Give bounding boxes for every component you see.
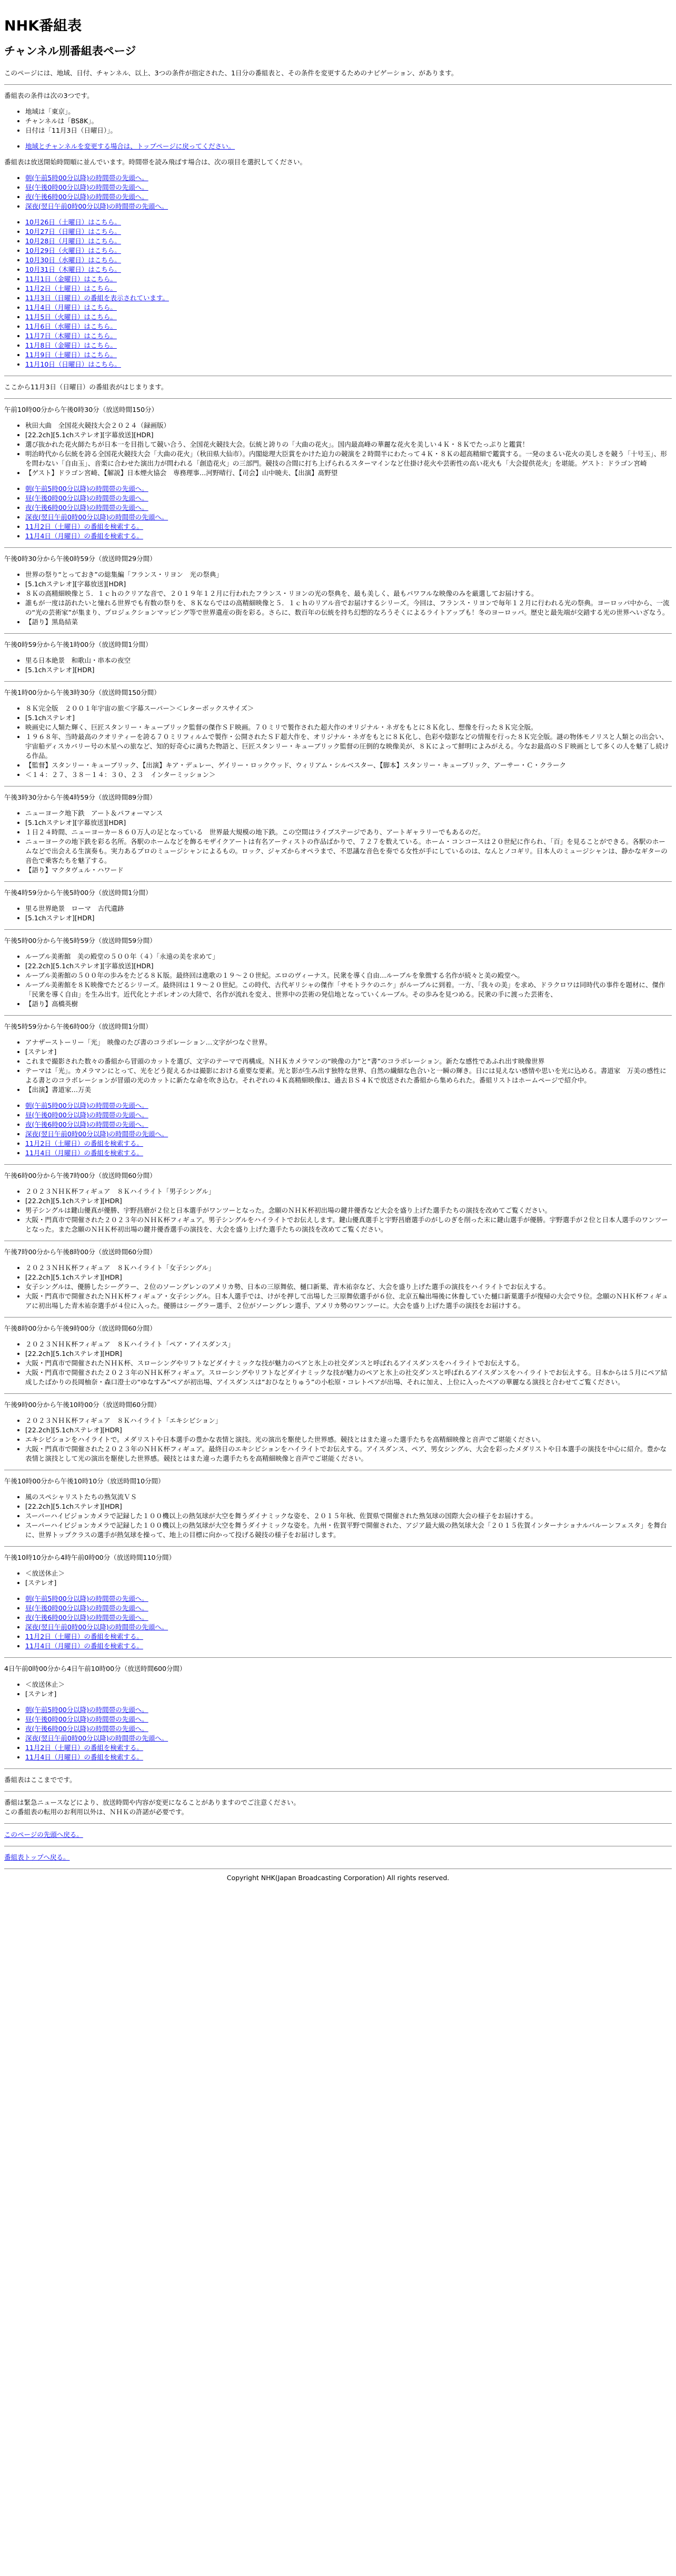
section-nav-link[interactable]: 11月2日（土曜日）の番組を検索する。 (25, 1744, 143, 1752)
program-detail-line: • ２０２３ＮＨＫ杯フィギュア ８Ｋハイライト「男子シングル」 (25, 1187, 672, 1196)
section-nav-link[interactable]: 昼(午後0時00分以降)の時間帯の先頭へ。 (25, 1111, 148, 1119)
program-detail-line: • 大阪・門真市で開催されたＮＨＫ杯フィギュア・女子シングル。日本人選手では、けがを押して出場した三原舞依選手が６位、北京五輪出場後に休養していた樋口新葉選手が復帰の大会で９位。念願のＮＨＫ杯フィギュアに初出場した青木祐奈選手が４位に入った。優勝はシーグラー選手、２位がソーングレン選手、アメリカ勢のワンツーに。大会を盛り上げた選手の演技をお届けする。 (25, 1292, 672, 1311)
top-link-list (4, 142, 672, 151)
section-nav-link[interactable]: 11月2日（土曜日）の番組を検索する。 (25, 523, 143, 530)
program-detail-line: • 里る日本絶景 和歌山・串本の夜空 (25, 656, 672, 665)
list-item (25, 312, 672, 322)
time-slot-link[interactable]: 夜(午後6時00分以降)の時間帯の先頭へ。 (25, 193, 148, 201)
program-detail-line: • [22.2ch][5.1chステレオ][字幕放送][HDR] (25, 430, 672, 440)
program-detail-line: • [5.1chステレオ][HDR] (25, 665, 672, 675)
divider (4, 1393, 672, 1394)
divider (4, 681, 672, 682)
page (0, 18, 676, 1886)
conditions-intro: 番組表の条件は次の3つです。 (4, 92, 94, 100)
page-top-paragraph (4, 1830, 672, 1840)
list-item (25, 322, 672, 331)
conditions-list (4, 107, 672, 135)
list-item (25, 1715, 672, 1724)
section-nav-link[interactable]: 11月2日（土曜日）の番組を検索する。 (25, 1139, 143, 1147)
program-detail-line: • 里る世界絶景 ローマ 古代遺跡 (25, 904, 672, 913)
program-detail-line: • エキシビションをハイライトで。メダリストや日本選手の豊かな表情と演技。光の演出を駆使した世界感。競技とはまた違った選手たちを高精細映像と音声でご堪能ください。 (25, 1435, 672, 1444)
date-link[interactable]: 10月27日（日曜日）はこちら。 (25, 228, 121, 235)
program-time: 4日午前0時00分から4日午前10時00分（放送時間600分間） (4, 1665, 186, 1673)
section-nav-link[interactable]: 11月2日（土曜日）の番組を検索する。 (25, 1633, 143, 1640)
program-detail-line: • [ステレオ] (25, 1689, 672, 1699)
divider (4, 633, 672, 634)
time-nav-intro: 番組表は放送開始時間順に並んでいます。時間帯を読み飛ばす場合は、次の項目を選択してください。 (4, 158, 307, 166)
section-nav-link[interactable]: 11月4日（月曜日）の番組を検索する。 (25, 1753, 143, 1761)
list-end-text: 番組表はここまでです。 (4, 1776, 76, 1784)
section-nav-link[interactable]: 朝(午前5時00分以降)の時間帯の先頭へ。 (25, 1595, 148, 1602)
program-section-latenight (4, 1664, 672, 1699)
home-paragraph (4, 1853, 672, 1862)
program-detail-line: • [22.2ch][5.1chステレオ][HDR] (25, 1273, 672, 1282)
list-item (25, 1148, 672, 1158)
home-link[interactable]: 番組表トップへ戻る。 (4, 1853, 70, 1861)
list-item (25, 331, 672, 341)
program-detail-line: • ルーブル美術館を８Ｋ映像でたどるシリーズ。最終回は１９～２０世紀。この時代、古代ギリシャの傑作「サモトラケのニケ」がルーブルに到着。一方、「我々の美」を求め、ドラクロワは同時代の事件を題材に、傑作「民衆を導く自由」を生み出す。近代化とナポレオンの大陸で、名作が流れを変え、世界中の芸術の発信地となっていくルーブル。その歩みを見つめる。民衆の手に渡った芸術を、 (25, 980, 672, 999)
program-detail-line: • スーパーハイビジョンカメラで記録した１００機以上の熱気球が大空を舞うダイナミックな姿を。九州・佐賀平野で開催された、アジア最大級の熱気球大会「２０１５佐賀インターナショナルバルーンフェスタ」を舞台に、世界トップクラスの選手が熱気球を操って、地上の目標に向かって投げる競技の様子をお届けします。 (25, 1521, 672, 1540)
program-details (4, 1187, 672, 1234)
section-nav-list (4, 1101, 672, 1158)
divider (4, 1015, 672, 1016)
program-detail-line: • 世界の祭り“とっておき”の総集編「フランス・リヨン 光の祭典」 (25, 570, 672, 579)
program-detail-line: • ニューヨーク地下鉄 アート＆パフォーマンス (25, 809, 672, 818)
divider (4, 929, 672, 930)
program-details (4, 1038, 672, 1095)
program-details (4, 1492, 672, 1540)
program-detail-line: • [5.1chステレオ][字幕放送][HDR] (25, 579, 672, 589)
list-item (25, 1613, 672, 1623)
list-item (25, 107, 672, 116)
program-detail-line: • [5.1chステレオ][HDR] (25, 913, 672, 923)
program-detail-line: • 大阪・門真市で開催された２０２３年のＮＨＫ杯フィギュア。最終日のエキシビションをハイライトでお伝えする。アイスダンス、ペア、男女シングル、大会を彩ったメダリストや日本選手の演技を中心に紹介。豊かな表情と演技として光の演出を駆使した世界感。競技とはまた違った選手たちを高精細映像と音声でご堪能ください。 (25, 1444, 672, 1463)
divider (4, 1546, 672, 1547)
date-link[interactable]: 11月10日（日曜日）はこちら。 (25, 360, 121, 368)
date-link[interactable]: 11月3日（日曜日）の番組を表示されています。 (25, 294, 169, 302)
date-link[interactable]: 10月29日（火曜日）はこちら。 (25, 247, 121, 254)
list-item (25, 116, 672, 126)
list-item (25, 237, 672, 246)
program-detail-line: • テーマは「光」。カメラマンにとって、光をどう捉えるかは撮影における重要な要素。光と影が生み出す独特な世界、自然の繊細な色合いと一瞬の輝き。日には見えない感情や思いを光に込める。書道家 万美の感性による書とのコラボレーションが冒頭の光のカットに新たな命を吹き込む。それぞれの４Ｋ高精細映像は、過去ＢＳ４Ｋで放送された番組から集められた。番組リストはホームページで紹介中。 (25, 1066, 672, 1085)
list-item (25, 350, 672, 360)
program-time: 午後10時00分から午後10時10分（放送時間10分間） (4, 1477, 165, 1485)
date-link[interactable]: 10月26日（土曜日）はこちら。 (25, 218, 121, 226)
program-detail-line: • ＜放送休止＞ (25, 1680, 672, 1689)
program-details (4, 904, 672, 923)
program-details (4, 809, 672, 875)
program-detail-line: • 【ゲスト】ドラゴン宮崎、【解説】日本煙火協会 専務理事…河野晴行、【司会】山中暁夫、【出演】髙野望 (25, 468, 672, 478)
divider (4, 1823, 672, 1824)
section-nav-link[interactable]: 昼(午後0時00分以降)の時間帯の先頭へ。 (25, 1604, 148, 1612)
program-time: 午後3時30分から午後4時59分（放送時間89分間） (4, 793, 156, 801)
program-details (4, 656, 672, 675)
date-link[interactable]: 11月7日（木曜日）はこちら。 (25, 332, 117, 340)
program-time: 午後0時59分から午後1時00分（放送時間1分間） (4, 641, 152, 648)
condition-item: チャンネルは「BS8K」。 (25, 117, 98, 125)
program-detail-line: • [22.2ch][5.1chステレオ][字幕放送][HDR] (25, 961, 672, 971)
copyright: Copyright NHK(Japan Broadcasting Corporation) All rights reserved. (226, 1874, 450, 1882)
program-detail-line: • [22.2ch][5.1chステレオ][HDR] (25, 1196, 672, 1206)
program-details (4, 1416, 672, 1463)
divider (4, 84, 672, 85)
program-detail-line: • 映画史に人類た輝く、巨匠スタンリー・キューブリック監督の傑作ＳＦ映画。７０ミリで製作された超大作のオリジナル・ネガをもとに８Ｋ化し、想像を行った８Ｋ完全版。 (25, 723, 672, 732)
list-item (25, 1734, 672, 1743)
program-details (4, 421, 672, 478)
time-slot-link[interactable]: 深夜(翌日午前0時00分以降)の時間帯の先頭へ。 (25, 202, 168, 210)
program-details (4, 704, 672, 780)
program-details (4, 1263, 672, 1311)
section-nav-link[interactable]: 深夜(翌日午前0時00分以降)の時間帯の先頭へ。 (25, 1734, 168, 1742)
program-detail-line: • ２０２３ＮＨＫ杯フィギュア ８Ｋハイライト「女子シングル」 (25, 1263, 672, 1273)
program-detail-line: • 男子シングルは鍵山優真が優勝、宇野昌磨が２位と日本選手がワンツーとなった。念願のＮＨＫ杯初出場の鍵井優香など大会を盛り上げた選手たちの演技を改めてご覧ください。 (25, 1206, 672, 1215)
program-detail-line: • [5.1chステレオ][字幕放送][HDR] (25, 818, 672, 828)
program-detail-line: • ２０２３ＮＨＫ杯フィギュア ８Ｋハイライト「ペア・アイスダンス」 (25, 1340, 672, 1349)
program-details (4, 1680, 672, 1699)
page-subtitle: チャンネル別番組表ページ (4, 45, 136, 57)
list-item (25, 503, 672, 513)
section-nav-link[interactable]: 深夜(翌日午前0時00分以降)の時間帯の先頭へ。 (25, 1130, 168, 1138)
list-item (25, 1705, 672, 1715)
list-item (25, 1101, 672, 1110)
list-item (25, 183, 672, 192)
list-item (25, 494, 672, 503)
list-item (25, 126, 672, 135)
program-time: 午後5時59分から午後6時00分（放送時間1分間） (4, 1022, 152, 1030)
divider (4, 1164, 672, 1165)
program-detail-line: • ルーブル美術館の５００年の歩みをたどる８Ｋ版。最終回は進歌の１９～２０世紀。エロのヴィーナス。民衆を導く自由…ルーブルを象徴する名作が続々と美の殿堂へ。 (25, 971, 672, 980)
divider (4, 881, 672, 882)
program-details (4, 952, 672, 1009)
section-nav-link[interactable]: 夜(午後6時00分以降)の時間帯の先頭へ。 (25, 1614, 148, 1621)
list-item (25, 1129, 672, 1139)
list-item (25, 192, 672, 202)
program-detail-line: • 秋田大曲 全国花火競技大会２０２４（録画版） (25, 421, 672, 430)
program-detail-line: • 【語り】マクタヴュル・ハワード (25, 866, 672, 875)
program-detail-line: • ２０２３ＮＨＫ杯フィギュア ８Ｋハイライト「エキシビション」 (25, 1416, 672, 1425)
condition-item: 日付は「11月3日（日曜日）」。 (25, 126, 117, 134)
program-detail-line: • １９６８年、当時最高のクオリティーを誇る７０ミリフィルムで製作・公開されたＳＦ超大作を、オリジナル・ネガをもとに８Ｋ化し、色彩や陰影などの情報を行った８Ｋ完全版。謎の物体モノリスと人類との出会い、宇宙船ディスカバリー号の木星への旅など、知的好奇心に満ちた物語と、巨匠スタンリー・キューブリック監督の圧倒的な映像美が、８Ｋによって鮮明によみがえる。今なお最高のＳＦ映画として多くの人を魅了し続ける作品。 (25, 732, 672, 761)
program-detail-line: • ８Ｋ完全版 ２００１年宇宙の旅＜字幕スーパー＞＜レターボックスサイズ＞ (25, 704, 672, 713)
list-item (25, 1743, 672, 1753)
top-page-link[interactable]: 地域とチャンネルを変更する場合は、トップページに戻ってください。 (25, 142, 235, 150)
list-item (25, 522, 672, 532)
divider (4, 1657, 672, 1658)
program-section-morning (4, 405, 672, 478)
program-detail-line: • [ステレオ] (25, 1047, 672, 1057)
list-item (25, 303, 672, 312)
list-item (25, 265, 672, 274)
program-detail-line: • ＜放送休止＞ (25, 1569, 672, 1578)
list-item (25, 1641, 672, 1651)
divider (4, 1768, 672, 1769)
program-section-evening (4, 1171, 672, 1588)
program-detail-line: • 選び抜かれた花火師たちが日本一を目指して競い合う、全国花火競技大会。伝統と誇りの「大曲の花火」。国内最高峰の華麗な花火を美しい４Ｋ・８Ｋでたっぷりと鑑賞！ (25, 440, 672, 449)
section-nav-link[interactable]: 11月4日（月曜日）の番組を検索する。 (25, 1149, 143, 1157)
date-link[interactable]: 11月4日（月曜日）はこちら。 (25, 303, 117, 311)
list-start-text: ここから11月3日（日曜日）の番組表がはじまります。 (4, 383, 168, 391)
program-detail-line: • 【語り】黒島結菜 (25, 617, 672, 627)
time-slot-link[interactable]: 朝(午前5時00分以降)の時間帯の先頭へ。 (25, 174, 148, 182)
program-detail-line: • 大阪・門真市で開催された２０２３年のＮＨＫ杯フィギュア。男子シングルをハイライトでお伝えします。鍵山優真選手と宇野昌磨選手のがしのぎを削った末に鍵山選手が優勝。宇野選手が２位と日本人選手のワンツーとなった。また念願のＮＨＫ杯初出場の鍵井優香選手の演技を、大会を盛り上げた選手たちの演技を改めてご覧ください。 (25, 1215, 672, 1234)
list-item (25, 142, 672, 151)
program-detail-line: • [ステレオ] (25, 1578, 672, 1588)
program-detail-line: • 誰もが一度は訪れたいと憧れる世界でも有数の祭りを、８Ｋならではの高精細映像と５．１ｃｈのリアル音でお届けするシリーズ。今回は、フランス・リヨンで毎年１２月に行われる光の祭典。ヨーロッパ中から、一流の“光の芸術家”が集まり、プロジェクションマッピング等で世界遺産の街を彩る。さらに、数百年の伝統を持ち幻想的なろうそくによるライトアップも！冬のヨーロッパ。歴史と最先端が交錯する光の世界へいざなう。 (25, 598, 672, 617)
list-item (25, 513, 672, 522)
section-nav-link[interactable]: 夜(午後6時00分以降)の時間帯の先頭へ。 (25, 1725, 148, 1733)
program-detail-line: • 大阪・門真市で開催された２０２３年のＮＨＫ杯フィギュア。スローシングやリフトなどダイナミックな技が魅力のペアと氷上の社交ダンスと呼ばれるアイスダンスをハイライトでお伝えする。日本からは５月にペア結成したばかりの長岡柚奈・森口澄士の“ゆなすみ”ペアが初出場、アイスダンスは“おひなとりゅう”の小松原・コレトペアが出場、それに加え、上位に入ったペアの華麗なる演技と合わせてご覧ください。 (25, 1368, 672, 1387)
program-detail-line: • 風のスペシャリストたちの熟気流ＶＳ (25, 1492, 672, 1502)
program-detail-line: • １日２４時間、ニューヨーカー８６０万人の足となっている 世界最大規模の地下鉄。この空間はライブステージであり、アートギャラリーでもあるのだ。 (25, 828, 672, 837)
program-section-afternoon (4, 554, 672, 1095)
program-detail-line: • 【監督】スタンリー・キューブリック、【出演】キア・デュレー、ゲイリー・ロックウッド、ウィリアム・シルベスター、【脚本】スタンリー・キューブリック、アーサー・Ｃ・クラーク (25, 761, 672, 770)
list-item (25, 1110, 672, 1120)
list-item (25, 255, 672, 265)
list-item (25, 1724, 672, 1734)
program-time: 午後8時00分から午後9時00分（放送時間60分間） (4, 1324, 156, 1332)
program-detail-line: • 明治時代から伝統を誇る全国花火競技大会「大曲の花火」（秋田県大仙市）。内閣総理大臣賞をかけた迫力の競演を２時間半にわたって４Ｋ・８Ｋの超高精細で鑑賞する。一発のまるい花火の美しさを競う「十号玉」、形を問わない「自由玉」、音楽に合わせた演出力が問われる「創造花火」の三部門。競技の合間に打ち上げられるスターマインなど仕掛け花火や芸術性の高い花火も「大会提供花火」を堪能。ゲスト：ドラゴン宮崎 (25, 449, 672, 468)
divider (4, 1791, 672, 1792)
program-detail-line: • アナザーストーリー「光」 映像のたび書のコラボレーション…文字がつなぐ世界。 (25, 1038, 672, 1047)
program-details (4, 1340, 672, 1387)
condition-item: 地域は「東京」。 (25, 107, 75, 115)
program-details (4, 1569, 672, 1588)
list-item (25, 1623, 672, 1632)
list-item (25, 227, 672, 237)
time-nav-list (4, 173, 672, 211)
program-detail-line: • [5.1chステレオ] (25, 713, 672, 723)
list-item (25, 173, 672, 183)
list-item (25, 1139, 672, 1148)
section-nav-link[interactable]: 朝(午前5時00分以降)の時間帯の先頭へ。 (25, 1706, 148, 1714)
date-link[interactable]: 11月2日（土曜日）はこちら。 (25, 284, 117, 292)
program-time: 午後10時10分から4時午前0時00分（放送時間110分間） (4, 1554, 175, 1561)
program-time: 午後4時59分から午後5時00分（放送時間1分間） (4, 889, 152, 897)
date-link[interactable]: 10月31日（木曜日）はこちら。 (25, 266, 121, 273)
section-nav-link[interactable]: 朝(午前5時00分以降)の時間帯の先頭へ。 (25, 1102, 148, 1109)
time-slot-link[interactable]: 昼(午後0時00分以降)の時間帯の先頭へ。 (25, 183, 148, 191)
section-nav-link[interactable]: 昼(午後0時00分以降)の時間帯の先頭へ。 (25, 1715, 148, 1723)
list-item (25, 360, 672, 369)
program-time: 午後9時00分から午後10時00分（放送時間60分間） (4, 1401, 161, 1409)
program-time: 午後7時00分から午後8時00分（放送時間60分間） (4, 1248, 156, 1256)
list-item (25, 274, 672, 284)
section-nav-link[interactable]: 深夜(翌日午前0時00分以降)の時間帯の先頭へ。 (25, 1623, 168, 1631)
date-link[interactable]: 10月30日（水曜日）はこちら。 (25, 256, 121, 264)
notice-text-2: この番組表の転用のお利用以外は、ＮＨＫの許諾が必要です。 (4, 1808, 188, 1816)
list-item (25, 532, 672, 541)
list-item (25, 341, 672, 350)
list-item (25, 484, 672, 494)
list-item (25, 1604, 672, 1613)
program-time: 午後1時00分から午後3時30分（放送時間150分間） (4, 689, 161, 696)
list-item (25, 293, 672, 303)
divider (4, 398, 672, 399)
program-time: 午後6時00分から午後7時00分（放送時間60分間） (4, 1172, 156, 1179)
program-detail-line: • [22.2ch][5.1chステレオ][HDR] (25, 1425, 672, 1435)
list-item (25, 1632, 672, 1641)
program-detail-line: • ニューヨークの地下鉄を彩る名所。各駅のホームなどを飾るモザイクアートは有名アーティストの作品ばかりで、７２７を数えている。ホーム・コンコースは２０世紀に作られ、「百」を見ることができる。各駅のホームなどで出会える生演奏も。実力あるプロのミュージシャンによるもの。ロック、ジャズからオペラまで、不思議な音色を奏でる女性が手にしているのは、なんとノコギリ。日本人のミュージシャンは、静かなギターの音色で乗客たちを魅了する。 (25, 837, 672, 866)
section-nav-link[interactable]: 11月4日（月曜日）の番組を検索する。 (25, 1642, 143, 1650)
list-item (25, 1594, 672, 1604)
section-nav-link[interactable]: 深夜(翌日午前0時00分以降)の時間帯の先頭へ。 (25, 513, 168, 521)
date-link[interactable]: 11月6日（水曜日）はこちら。 (25, 322, 117, 330)
intro-text: このページには、地域、日付、チャンネル、以上、3つの条件が指定された、1日分の番組表と、その条件を変更するためのナビゲーション、があります。 (4, 69, 458, 77)
date-link[interactable]: 11月5日（火曜日）はこちら。 (25, 313, 117, 321)
list-item (25, 1753, 672, 1762)
date-link[interactable]: 11月9日（土曜日）はこちら。 (25, 351, 117, 359)
program-details (4, 570, 672, 627)
program-detail-line: • これまで撮影された数々の番組から冒頭のカットを選び、文字のテーマで再構成。ＮＨＫカメラマンの“映像の力”と“書”のコラボレーション。新たな感性であふれ出す映像世界 (25, 1057, 672, 1066)
section-nav-link[interactable]: 朝(午前5時00分以降)の時間帯の先頭へ。 (25, 485, 148, 493)
program-detail-line: • ＜１４：２７、３８－１４：３０、２３ インターミッション＞ (25, 770, 672, 780)
date-link[interactable]: 11月1日（金曜日）はこちら。 (25, 275, 117, 283)
page-title: NHK番組表 (4, 18, 82, 34)
notice-text-1: 番組は緊急ニュースなどにより、放送時間や内容が変更になることがありますのでご注意ください。 (4, 1798, 300, 1806)
program-detail-line: • [22.2ch][5.1chステレオ][HDR] (25, 1349, 672, 1359)
divider (4, 1317, 672, 1318)
program-detail-line: • [22.2ch][5.1chステレオ][HDR] (25, 1502, 672, 1511)
list-item (25, 246, 672, 255)
program-time: 午前10時00分から午後0時30分（放送時間150分） (4, 406, 158, 414)
program-detail-line: • スーパーハイビジョンカメラで記録した１００機以上の熱気球が大空を舞うダイナミックな姿を、２０１５年秋、佐賀県で開催された熟気球の国際大会の様子をお届けする。 (25, 1511, 672, 1521)
date-nav-list (4, 218, 672, 369)
divider (4, 547, 672, 548)
section-nav-link[interactable]: 夜(午後6時00分以降)の時間帯の先頭へ。 (25, 504, 148, 512)
list-item (25, 1120, 672, 1129)
section-nav-list (4, 484, 672, 541)
program-detail-line: • ルーブル美術館 美の殿堂の５００年（４）「永遠の美を求めて」 (25, 952, 672, 961)
section-nav-list (4, 1594, 672, 1651)
program-time: 午後5時00分から午後5時59分（放送時間59分間） (4, 937, 156, 945)
program-detail-line: • 大阪・門真市で開催されたＮＨＫ杯、スローシングやリフトなどダイナミックな技が魅力のペアと氷上の社交ダンスと呼ばれるアイスダンスをハイライトでお伝えする。 (25, 1359, 672, 1368)
program-time: 午後0時30分から午後0時59分（放送時間29分間） (4, 555, 156, 563)
section-nav-link[interactable]: 11月4日（月曜日）の番組を検索する。 (25, 532, 143, 540)
list-item (25, 202, 672, 211)
list-item (25, 218, 672, 227)
page-top-link[interactable]: このページの先頭へ戻る。 (4, 1831, 83, 1838)
program-detail-line: • 女子シングルは、優勝したシーグラー、２位のソーングレンのアメリカ勢、日本の三原舞依、樋口新葉、青木祐奈など、大会を盛り上げた選手の演技をハイライトでお伝えする。 (25, 1282, 672, 1292)
date-link[interactable]: 10月28日（月曜日）はこちら。 (25, 237, 121, 245)
program-detail-line: • ８Ｋの高精細映像と５．１ｃｈのクリアな音で、２０１９年１２月に行われたフランス・リヨンの光の祭典を、最も美しく、最もパワフルな映像のみを厳選してお届けする。 (25, 589, 672, 598)
program-detail-line: • 【語り】高橋英樹 (25, 999, 672, 1009)
section-nav-link[interactable]: 夜(午後6時00分以降)の時間帯の先頭へ。 (25, 1120, 148, 1128)
program-detail-line: • 【出演】書道家…万美 (25, 1085, 672, 1095)
section-nav-list (4, 1705, 672, 1762)
list-item (25, 284, 672, 293)
date-link[interactable]: 11月8日（金曜日）はこちら。 (25, 341, 117, 349)
section-nav-link[interactable]: 昼(午後0時00分以降)の時間帯の先頭へ。 (25, 494, 148, 502)
